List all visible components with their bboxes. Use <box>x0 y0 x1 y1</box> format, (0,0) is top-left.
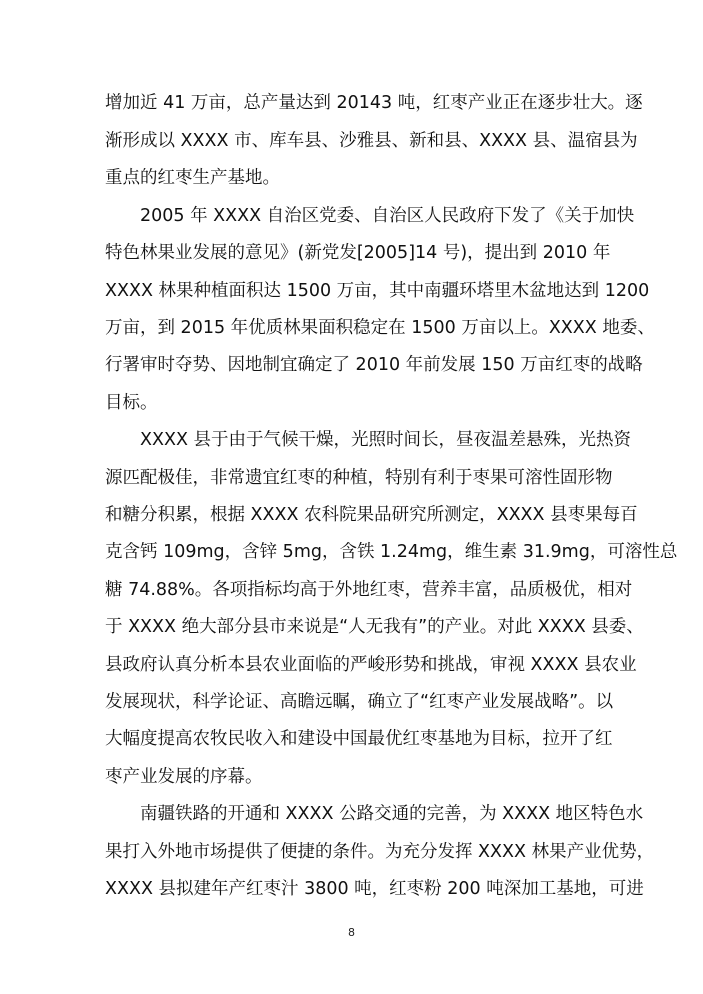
text-line-21: 果打入外地市场提供了便捷的条件。为充分发挥 XXXX 林果产业优势， <box>105 842 655 862</box>
text-line-5: 特色林果业发展的意见》(新党发[2005]14 号)，提出到 2010 年 <box>105 243 611 263</box>
page-number: 8 <box>348 926 355 939</box>
text-line-18: 大幅度提高农牧民收入和建设中国最优红枣基地为目标，拉开了红 <box>105 729 613 749</box>
text-line-6: XXXX 林果种植面积达 1500 万亩，其中南疆环塔里木盆地达到 1200 <box>105 281 650 301</box>
text-line-3: 重点的红枣生产基地。 <box>105 168 280 188</box>
text-line-10: XXXX 县于由于气候干燥，光照时间长，昼夜温差悬殊，光热资 <box>140 430 632 450</box>
text-line-16: 县政府认真分析本县农业面临的严峻形势和挑战，审视 XXXX 县农业 <box>105 655 637 675</box>
text-line-8: 行署审时夺势、因地制宜确定了 2010 年前发展 150 万亩红枣的战略 <box>105 355 643 375</box>
text-line-2: 渐形成以 XXXX 市、库车县、沙雅县、新和县、XXXX 县、温宿县为 <box>105 131 638 151</box>
text-line-17: 发展现状，科学论证、高瞻远瞩，确立了“红枣产业发展战略”。以 <box>105 692 614 712</box>
text-line-11: 源匹配极佳，非常遗宜红枣的种植，特别有利于枣果可溶性固形物 <box>105 468 613 488</box>
text-line-12: 和糖分积累，根据 XXXX 农科院果品研究所测定，XXXX 县枣果每百 <box>105 505 638 525</box>
text-line-13: 克含钙 109mg，含锌 5mg，含铁 1.24mg，维生素 31.9mg，可溶性总 <box>105 542 678 562</box>
text-line-22: XXXX 县拟建年产红枣汁 3800 吨，红枣粉 200 吨深加工基地，可进 <box>105 879 644 899</box>
text-line-15: 于 XXXX 绝大部分县市来说是“人无我有”的产业。对此 XXXX 县委、 <box>105 617 644 637</box>
text-line-7: 万亩，到 2015 年优质林果面积稳定在 1500 万亩以上。XXXX 地委、 <box>105 318 655 338</box>
text-line-1: 增加近 41 万亩，总产量达到 20143 吨，红枣产业正在逐步壮大。逐 <box>105 93 643 113</box>
text-line-4: 2005 年 XXXX 自治区党委、自治区人民政府下发了《关于加快 <box>140 206 635 226</box>
text-line-19: 枣产业发展的序幕。 <box>105 767 263 787</box>
text-line-9: 目标。 <box>105 393 158 413</box>
text-line-14: 糖 74.88%。各项指标均高于外地红枣，营养丰富，品质极优，相对 <box>105 580 633 600</box>
text-line-20: 南疆铁路的开通和 XXXX 公路交通的完善，为 XXXX 地区特色水 <box>140 804 644 824</box>
